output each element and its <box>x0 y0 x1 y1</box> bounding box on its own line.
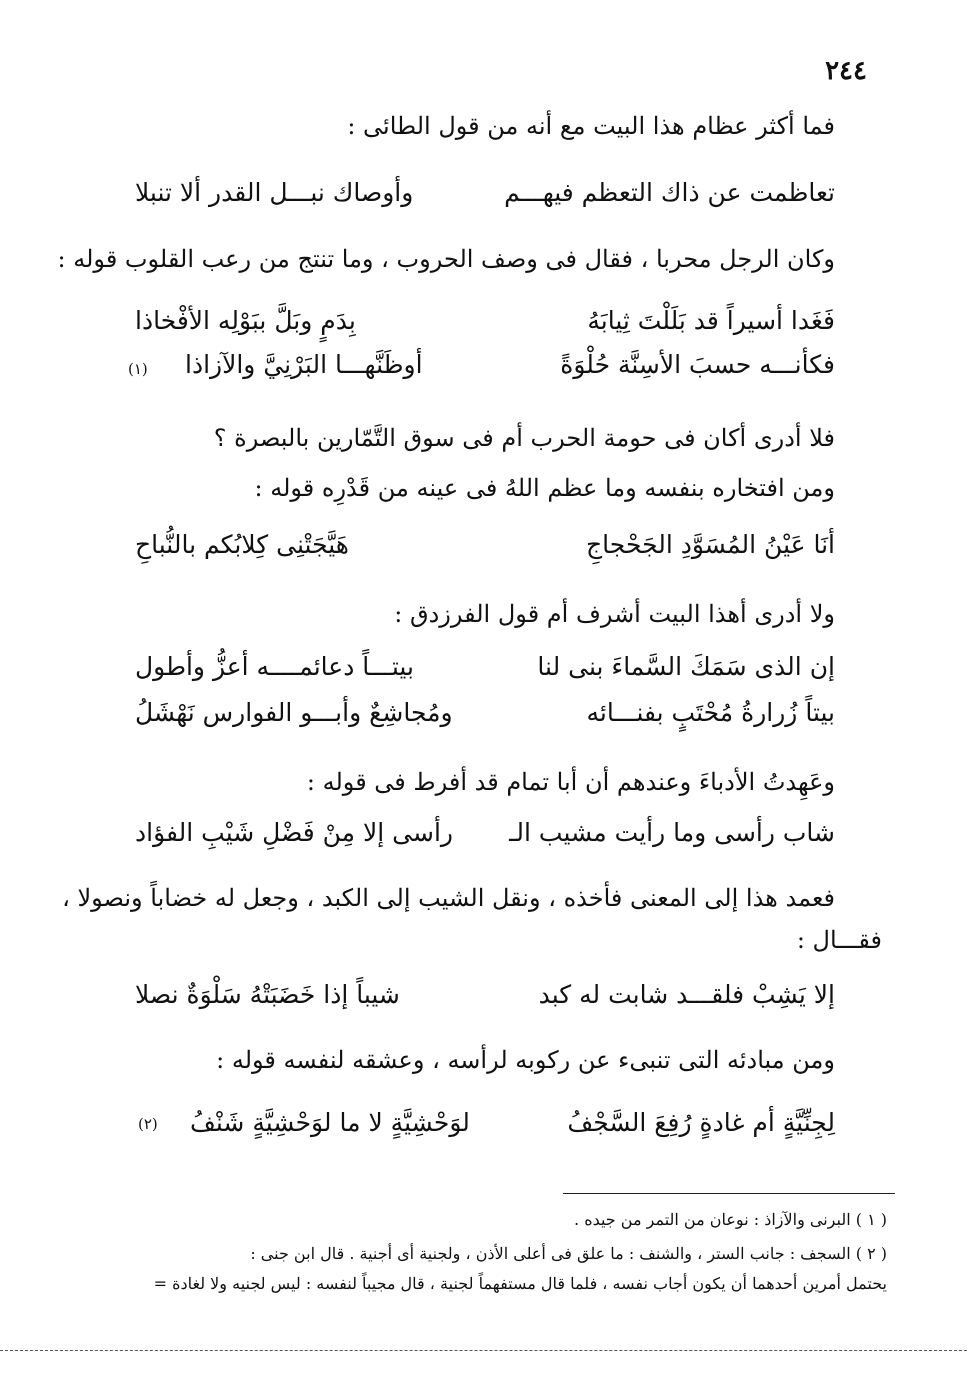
prose-line: وعَهِدتُ الأدباءَ وعندهم أن أبا تمام قد أفرط فى قوله : <box>306 768 835 796</box>
page-number: ٢٤٤ <box>825 56 867 86</box>
verse-hemistich-second: رأسى إلا مِنْ فَضْلِ شَيْبِ الفؤاد <box>135 818 453 847</box>
prose-line: وكان الرجل محربا ، فقال فى وصف الحروب ، وما تنتج من رعب القلوب قوله : <box>57 245 835 273</box>
footnote-line: يحتمل أمرين أحدهما أن يكون أجاب نفسه ، فلما قال مستفهماً لجنية ، قال مجيباً لنفسه : ليس لجنيه ولا لغادة = <box>153 1274 887 1293</box>
verse-hemistich-first: إن الذى سَمَكَ السَّماءَ بنى لنا <box>537 652 835 681</box>
verse-line <box>135 530 835 570</box>
verse-hemistich-second: لوَحْشِيَّةٍ لا ما لوَحْشِيَّةٍ شَنْفُ <box>190 1108 470 1137</box>
verse-hemistich-first: فَغَدا أسيراً قد بَلَلْتَ ثِيابَهُ <box>587 306 835 335</box>
verse-hemistich-first: فكأنـــه حسبَ الأسِنَّة حُلْوَةً <box>560 350 835 379</box>
verse-hemistich-second: أوظَنَّهـــا البَرْنِيَّ والآزاذا <box>185 350 423 379</box>
verse-hemistich-second: ومُجاشِعٌ وأبـــو الفوارس نَهْشَلُ <box>135 698 453 727</box>
verse-hemistich-first: لِجِنِّيَّةٍ أم غادةٍ رُفِعَ السَّجْفُ <box>567 1108 835 1137</box>
verse-line <box>135 306 835 346</box>
verse-hemistich-second: وأوصاك نبـــل القدر ألا تنبلا <box>135 178 414 207</box>
verse-hemistich-second: هَيَّجَتْنِى كِلابُكم بالنُّباحِ <box>135 530 349 559</box>
verse-line <box>135 698 835 738</box>
verse-line <box>185 350 835 390</box>
page-bottom-edge <box>0 1350 967 1351</box>
footnote-line: ( ١ ) البرنى والآزاذ : نوعان من التمر من جيده . <box>574 1210 887 1229</box>
prose-line: فلا أدرى أكان فى حومة الحرب أم فى سوق التَّمّارين بالبصرة ؟ <box>213 424 835 452</box>
verse-line <box>135 818 835 858</box>
verse-hemistich-first: إلا يَشِبْ فلقـــد شابت له كبد <box>538 980 835 1009</box>
prose-line: ومن افتخاره بنفسه وما عظم اللهُ فى عينه من قَدْرِه قوله : <box>254 474 835 502</box>
verse-line <box>135 980 835 1020</box>
verse-hemistich-second: بِدَمٍ وبَلَّ ببَوْلِه الأفْخاذا <box>135 306 356 335</box>
prose-line: فعمد هذا إلى المعنى فأخذه ، ونقل الشيب إلى الكبد ، وجعل له خضاباً ونصولا ، <box>62 884 835 912</box>
verse-line <box>135 652 835 692</box>
verse-line <box>190 1108 835 1148</box>
verse-hemistich-second: شيباً إذا خَضَبَتْهُ سَلْوَةٌ نصلا <box>135 980 400 1009</box>
prose-line: ولا أدرى أهذا البيت أشرف أم قول الفرزدق : <box>394 600 835 628</box>
footnote-marker: (٢) <box>138 1115 158 1133</box>
footnote-line: ( ٢ ) السجف : جانب الستر ، والشنف : ما علق فى أعلى الأذن ، ولجنية أى أجنية . قال ابن جنى : <box>250 1244 887 1263</box>
verse-hemistich-second: بيتـــاً دعائمــــه أعزُّ وأطول <box>135 652 414 681</box>
verse-line <box>135 178 835 218</box>
verse-hemistich-first: بيتاً زُرارةُ مُحْتَبٍ بفنـــائه <box>586 698 835 727</box>
prose-line: فما أكثر عظام هذا البيت مع أنه من قول الطائى : <box>347 112 835 140</box>
verse-hemistich-first: أنَا عَيْنُ المُسَوَّدِ الجَحْجاجِ <box>586 530 835 559</box>
footnote-marker: (١) <box>128 360 148 378</box>
prose-line: ومن مبادئه التى تنبىء عن ركوبه لرأسه ، وعشقه لنفسه قوله : <box>216 1046 835 1074</box>
footnote-divider <box>563 1193 895 1194</box>
verse-hemistich-first: شاب رأسى وما رأيت مشيب الـ <box>509 818 835 847</box>
verse-hemistich-first: تعاظمت عن ذاك التعظم فيهـــم <box>504 178 835 207</box>
prose-line: فقـــال : <box>796 926 882 954</box>
